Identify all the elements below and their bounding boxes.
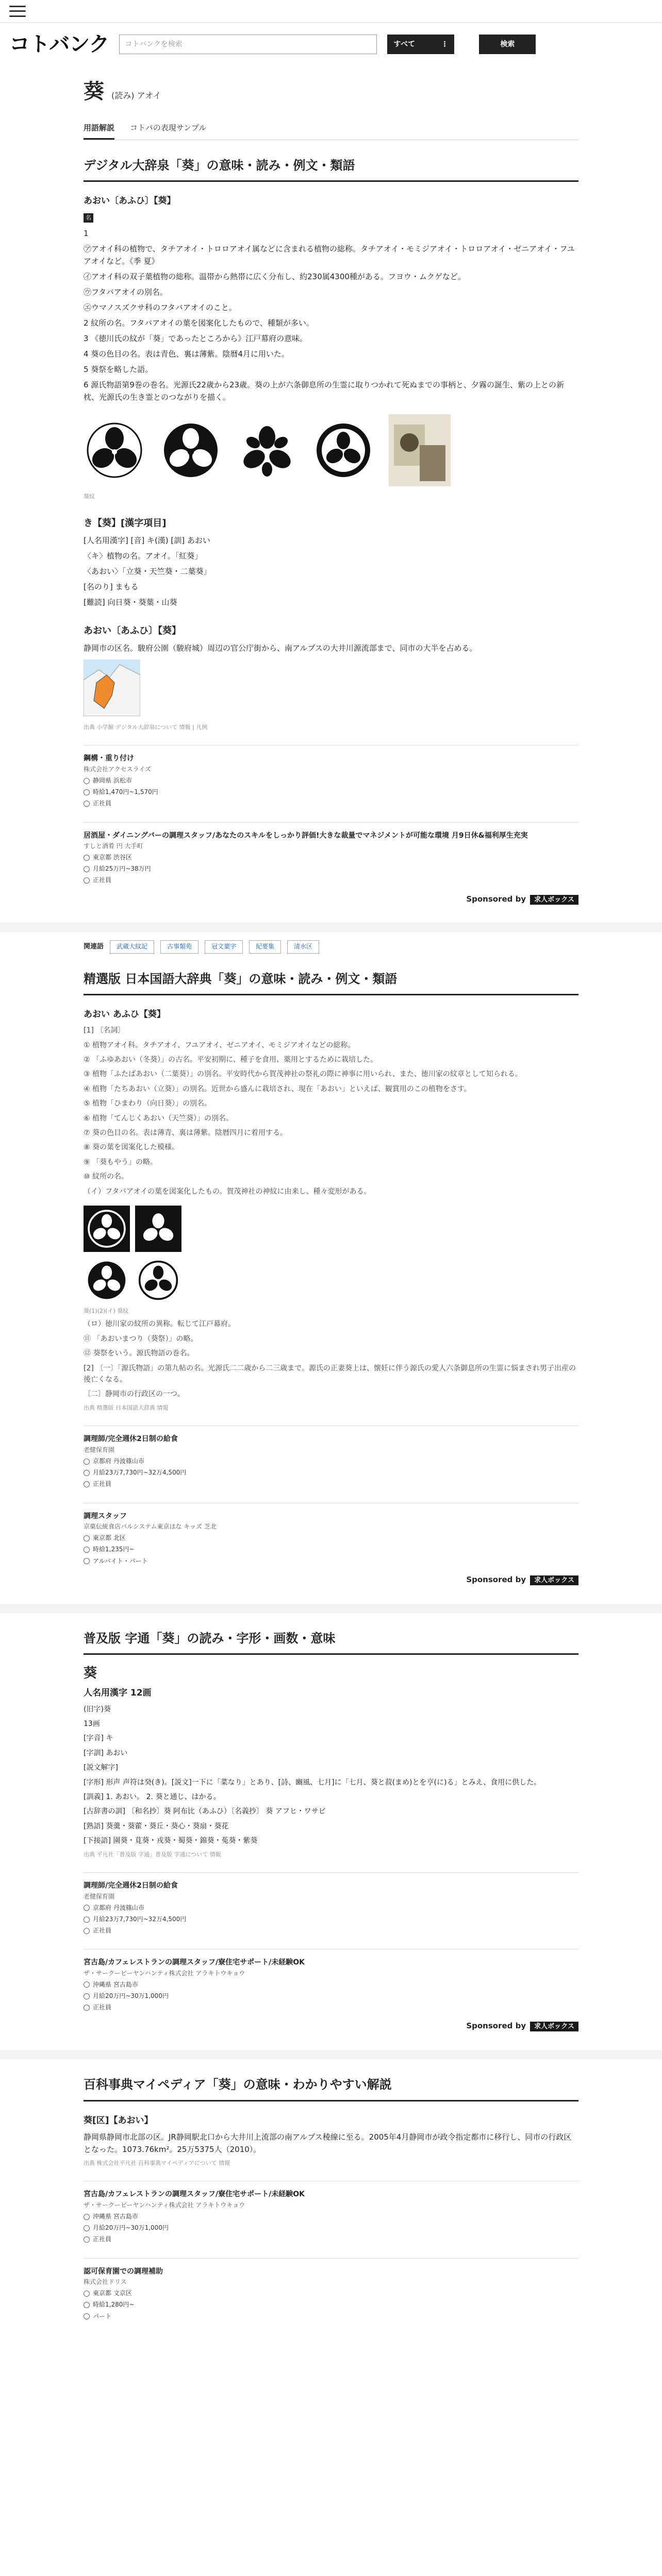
job-ad-title: 調理師/完全週休2日制の給食	[84, 1882, 178, 1890]
definition-line: (旧字)葵	[84, 1705, 111, 1714]
sponsor-label	[84, 2020, 578, 2032]
crest-image[interactable]	[312, 412, 374, 489]
related-tag[interactable]: 武蔵大紋記	[110, 940, 154, 953]
definition-line: ⑥ 植物「てんじくあおい（天竺葵）」の別名。	[84, 1114, 233, 1123]
crest-gallery	[84, 1206, 578, 1252]
definition-line: [古辞書の訓] 〔和名抄〕葵 阿布比（あふひ）〔名義抄〕 葵 アフヒ・ワサビ	[84, 1807, 326, 1816]
crest-gallery	[84, 412, 578, 489]
definition-line: ⑦ 葵の色目の名。表は薄青、裏は薄紫。陰暦四月に着用する。	[84, 1128, 287, 1137]
job-ad-company: 老健保育園	[84, 1892, 115, 1900]
job-ad-detail-text: 静岡県 浜松市	[93, 776, 132, 784]
section-title-mypedia: 百科事典マイペディア「葵」の意味・わかりやすい解説	[84, 2075, 578, 2101]
entry-heading: あおい〔あふひ〕【葵】	[84, 196, 176, 207]
job-ad-card[interactable]	[84, 1872, 578, 1936]
source-caption: 出典 株式会社平凡社 百科事典マイペディアについて 情報	[84, 2159, 230, 2166]
job-ad-detail-text: 月給23万7,730円~32万4,500円	[93, 1469, 187, 1477]
definition-line: [訓義] 1. あおい。 2. 葵と通じ、はかる。	[84, 1793, 221, 1802]
job-ad-detail	[84, 1468, 578, 1478]
sponsor-logo[interactable]: 求人ボックス	[530, 1575, 578, 1585]
mypedia-text: 静岡県静岡市北部の区。JR静岡駅北口から大井川上流部の南アルプス稜線に至る。2005年4月静岡市が政令指定都市に移行し、同市の行政区となった。1073.76km²。25万5375人（2010）。	[84, 2132, 572, 2154]
definition-line: ㋐アオイ科の植物で、タチアオイ・トロロアオイ属などに含まれる植物の総称。タチアオイ・モミジアオイ・トロロアオイ・ゼニアオイ・フユアオイなど。《季 夏》	[84, 244, 575, 266]
definition-line: ⑪ 「あおいまつり（葵祭）」の略。	[84, 1334, 198, 1343]
job-ad-title: 宮古島/カフェレストランの調理スタッフ/寮住宅サポート/未経験OK	[84, 1958, 305, 1967]
info-icon	[84, 1928, 90, 1934]
job-ad-detail	[84, 2234, 578, 2244]
job-ad-detail-text: 正社員	[93, 800, 112, 807]
search-input[interactable]: コトバンクを検索	[119, 35, 377, 54]
job-ad-company: 京菓伝統食店パルシステム東京ほな キッズ 芝北	[84, 1522, 217, 1530]
source-caption: 出典 平凡社「普及版 字通」普及版 字通について 情報	[84, 1851, 221, 1858]
place-heading: あおい〔あふひ〕【葵】	[84, 625, 181, 636]
ward-map[interactable]	[84, 659, 578, 720]
site-logo[interactable]: コトバンク	[9, 32, 109, 56]
kanji-info	[84, 534, 578, 608]
job-ads	[84, 1872, 578, 2012]
definition-line: ① 植物アオイ科。タチアオイ、フユアオイ、ゼニアオイ、モミジアオイなどの総称。	[84, 1041, 355, 1049]
info-icon	[84, 1981, 90, 1988]
job-ad-title: 調理師/完全週休2日制の給食	[84, 1435, 178, 1444]
tab-samples[interactable]: コトバの表現サンプル	[130, 123, 207, 132]
job-ad-card[interactable]	[84, 2181, 578, 2244]
kanji-char: 葵	[84, 1665, 97, 1681]
definition-line: 3 《徳川氏の紋が「葵」であったところから》江戸幕府の意味。	[84, 333, 308, 343]
source-caption: 出典 精選版 日本国語大辞典 情報	[84, 1404, 169, 1411]
job-ad-detail-text: 月給20万円~30万1,000円	[93, 2224, 169, 2232]
related-tag[interactable]: 古事類苑	[160, 940, 198, 953]
crest-image[interactable]	[135, 1257, 181, 1303]
info-icon	[84, 1459, 90, 1465]
definition-line: [人名用漢字] [音] キ(漢) [訓] あおい	[84, 535, 210, 545]
definition-line: ㋓ウマノスズクサ科のフタバアオイのこと。	[84, 302, 237, 312]
info-icon	[84, 778, 90, 784]
definition-list-tail	[84, 1318, 578, 1400]
job-ad-detail	[84, 1991, 578, 2001]
job-ad-detail	[84, 2212, 578, 2222]
info-icon	[84, 1917, 90, 1923]
definition-line: ④ 植物「たちあおい（立葵）」の別名。近世から盛んに栽培され、現在「あおい」といえば、観賞用のこの植物をさす。	[84, 1084, 471, 1093]
main-content	[0, 75, 662, 2321]
job-ad-company: ザ・サークービーヤンハンティ株式会社 アラキトウキョウ	[84, 2201, 245, 2209]
job-ad-detail	[84, 1545, 578, 1554]
job-ad-detail	[84, 2003, 578, 2012]
job-ads	[84, 1426, 578, 1566]
job-ad-detail	[84, 1980, 578, 1990]
job-ad-detail-text: 京都府 丹波篠山市	[93, 1458, 144, 1465]
kanji-details	[84, 1704, 578, 1847]
crest-image[interactable]	[84, 1257, 130, 1303]
definition-line: ② 「ふゆあおい（冬葵）」の古名。平安初期に、種子を食用、薬用とするために栽培した。	[84, 1055, 377, 1064]
job-ad-detail	[84, 1914, 578, 1924]
job-ad-detail-text: アルバイト・パート	[93, 1557, 148, 1565]
crest-caption: 葵紋	[84, 493, 95, 500]
definition-line: [字形] 形声 声符は癸(き)。[説文]一下に「菜なり」とあり、[詩、豳風、七月]に「七月、葵と菽(まめ)とを亨(に)る」とみえ、食用に供した。	[84, 1778, 541, 1787]
job-ad-title: 認可保育園での調理補助	[84, 2267, 163, 2276]
definition-line: [2] 〔一〕「源氏物語」の第九帖の名。光源氏二二歳から二三歳まで。源氏の正妻葵上は、懐妊に伴う源氏の愛人六条御息所の生霊に悩まされ男子出産の後亡くなる。	[84, 1364, 576, 1384]
definition-line: ⑧ 葵の葉を図案化した模様。	[84, 1143, 179, 1152]
info-icon	[84, 2313, 90, 2319]
job-ad-card[interactable]	[84, 822, 578, 886]
job-ad-detail-text: 正社員	[93, 1927, 112, 1935]
entry-heading: あおい あふひ【葵】	[84, 1009, 166, 1020]
crest-image[interactable]	[84, 1206, 130, 1252]
kanji-heading: き【葵】[漢字項目]	[84, 518, 167, 529]
job-ad-company: すしと酒肴 円 大手町	[84, 842, 143, 850]
definition-line: 5 葵祭を略した語。	[84, 364, 153, 374]
job-ad-title: 宮古島/カフェレストランの調理スタッフ/寮住宅サポート/未経験OK	[84, 2190, 305, 2199]
definition-line: 〔二〕静岡市の行政区の一つ。	[84, 1390, 185, 1399]
definition-line: ⑤ 植物「ひまわり（向日葵）」の別名。	[84, 1099, 211, 1108]
definition-line: [字訓] あおい	[84, 1749, 128, 1757]
crest-gallery	[84, 1257, 578, 1303]
info-icon	[84, 1470, 90, 1476]
category-select-label: すべて	[393, 40, 416, 48]
job-ad-card[interactable]	[84, 745, 578, 808]
info-icon	[84, 2005, 90, 2011]
divider	[0, 923, 662, 932]
definition-line: 1	[84, 228, 89, 238]
sponsor-label	[84, 1573, 578, 1586]
definition-line: [説文解字]	[84, 1764, 118, 1772]
headword: 葵	[84, 80, 104, 104]
crest-image[interactable]	[135, 1206, 181, 1252]
chevron-down-icon: ⋮	[441, 40, 449, 48]
definition-line: 4 葵の色目の名。表は青色、裏は薄紫。陰暦4月に用いた。	[84, 349, 289, 359]
job-ads	[84, 2181, 578, 2321]
definition-line: 2 紋所の名。フタバアオイの葉を図案化したもので、種類が多い。	[84, 318, 314, 328]
definition-line: ③ 植物「ふたばあおい（二葉葵）」の別名。平安時代から賀茂神社の祭礼の際に神事に用いられ、また、徳川家の紋章として知られる。	[84, 1070, 522, 1079]
divider	[0, 1604, 662, 1613]
info-icon	[84, 877, 90, 884]
job-ad-detail	[84, 1556, 578, 1566]
job-ad-detail-text: 月給25万円~38万円	[93, 865, 151, 873]
section-title-daijisen: デジタル大辞泉「葵」の意味・読み・例文・類語	[84, 156, 578, 182]
definition-line: 6 源氏物語第9巻の巻名。光源氏22歳から23歳。葵の上が六条御息所の生霊に取りつかれて死ぬまでの事柄と、夕霧の誕生、紫の上との新枕、光源氏の生き霊とのつながりを描く。	[84, 380, 565, 402]
job-ad-detail-text: 東京都 渋谷区	[93, 854, 132, 861]
job-ad-card[interactable]	[84, 1426, 578, 1489]
job-ad-title: 居酒屋・ダイニングバーの調理スタッフ/あなたのスキルをしっかり評価!大きな裁量でマネジメントが可能な環境 月9日休&福利厚生充実	[84, 831, 528, 840]
job-ad-detail	[84, 2300, 578, 2310]
job-ad-detail-text: 沖縄県 宮古島市	[93, 2213, 138, 2220]
crest-image[interactable]	[84, 412, 145, 489]
job-ad-detail-text: 月給20万円~30万1,000円	[93, 1992, 169, 2000]
job-ad-detail-text: パート	[93, 2312, 112, 2320]
crest-caption: 葵(1)(2)(イ) 葵紋	[84, 1307, 129, 1314]
definition-list	[84, 1025, 578, 1197]
sponsor-text: Sponsored by	[466, 894, 526, 904]
job-ad-detail	[84, 2312, 578, 2321]
info-icon	[84, 855, 90, 861]
menu-icon[interactable]	[9, 6, 26, 17]
job-ad-detail-text: 月給23万7,730円~32万4,500円	[93, 1915, 187, 1923]
info-icon	[84, 1993, 90, 1999]
job-ad-company: 株式会社アクセスライズ	[84, 765, 152, 773]
related-label: 関連語	[84, 942, 104, 951]
definition-line: ㋑アオイ科の双子葉植物の総称。温帯から熱帯に広く分布し、約230属4300種がある。フヨウ・ムクゲなど。	[84, 272, 466, 281]
job-ad-detail-text: 時給1,470円~1,570円	[93, 788, 158, 796]
definition-line: [難読] 向日葵・葵葉・山葵	[84, 597, 177, 607]
related-tag[interactable]: 冠文葉字	[205, 940, 243, 953]
search-bar	[0, 23, 662, 66]
definition-line: [下接語] 園葵・莧葵・戎葵・蜀葵・錦葵・菟葵・紫葵	[84, 1837, 258, 1845]
job-ad-card[interactable]	[84, 1503, 578, 1566]
sponsor-logo[interactable]: 求人ボックス	[530, 2022, 578, 2031]
sponsor-text: Sponsored by	[466, 2021, 526, 2031]
info-icon	[84, 2214, 90, 2220]
job-ad-company: ザ・サークービーヤンハンティ株式会社 アラキトウキョウ	[84, 1969, 245, 1977]
job-ad-detail-text: 沖縄県 宮古島市	[93, 1980, 138, 1988]
info-icon	[84, 2302, 90, 2308]
job-ad-detail	[84, 1926, 578, 1936]
job-ad-detail	[84, 853, 578, 862]
job-ad-detail	[84, 787, 578, 797]
job-ad-detail-text: 正社員	[93, 1480, 112, 1488]
tab-bar	[84, 122, 578, 140]
definition-line: ㋒フタバアオイの別名。	[84, 287, 168, 297]
section-title-kokugo: 精選版 日本国語大辞典「葵」の意味・読み・例文・類語	[84, 969, 578, 995]
place-text: 静岡市の区名。駿府公園（駿府城）周辺の官公庁街から、南アルプスの大井川源流部まで、同市の大半を占める。	[84, 643, 477, 653]
info-icon	[84, 1481, 90, 1487]
job-ad-detail	[84, 776, 578, 786]
info-icon	[84, 1558, 90, 1564]
definition-line: [1] 〔名詞〕	[84, 1026, 125, 1035]
info-icon	[84, 2236, 90, 2243]
divider	[0, 2050, 662, 2059]
search-button[interactable]: 検索	[479, 35, 536, 54]
job-ad-card[interactable]	[84, 1949, 578, 2012]
info-icon	[84, 789, 90, 795]
category-select[interactable]	[387, 35, 454, 54]
info-icon	[84, 1547, 90, 1553]
definition-line: ⑨ 「葵もやう」の略。	[84, 1158, 158, 1166]
job-ad-title: 鋼構・重り付け	[84, 754, 134, 763]
sponsor-text: Sponsored by	[466, 1574, 526, 1584]
headword-reading: (読み) アオイ	[111, 91, 161, 100]
job-ad-detail	[84, 1479, 578, 1489]
job-ad-detail-text: 東京都 北区	[93, 1534, 126, 1542]
crest-image[interactable]	[160, 412, 222, 489]
crest-image[interactable]	[236, 412, 298, 489]
definition-line: ⑩ 紋所の名。	[84, 1173, 129, 1181]
entry-heading: 葵[区]【あおい】	[84, 2115, 153, 2126]
job-ad-detail-text: 正社員	[93, 2235, 112, 2243]
info-icon	[84, 1535, 90, 1541]
job-ad-detail	[84, 875, 578, 885]
definition-line: （ロ）徳川家の紋所の異称。転じて江戸幕府。	[84, 1320, 235, 1329]
related-tag[interactable]: 清水区	[287, 940, 319, 953]
sponsor-logo[interactable]: 求人ボックス	[530, 895, 578, 905]
job-ad-detail-text: 京都府 丹波篠山市	[93, 1904, 144, 1911]
definition-line: 〈キ〉植物の名。アオイ。「紅葵」	[84, 551, 203, 561]
job-ad-detail-text: 東京都 文京区	[93, 2290, 132, 2297]
tab-explanation[interactable]: 用語解説	[84, 122, 114, 140]
job-ad-title: 調理スタッフ	[84, 1512, 127, 1520]
crest-photo[interactable]	[389, 412, 451, 489]
top-bar	[0, 0, 662, 23]
definition-line: 13画	[84, 1720, 100, 1728]
definition-line: [名のり] まもる	[84, 582, 139, 591]
job-ad-detail	[84, 1533, 578, 1543]
definition-line: [字音] キ	[84, 1734, 113, 1743]
job-ad-company: 老健保育園	[84, 1446, 115, 1453]
job-ad-detail	[84, 2289, 578, 2298]
definition-line: （イ）フタバアオイの葉を図案化したもの。賀茂神社の神紋に由来し、種々変形がある。	[84, 1187, 371, 1196]
job-ad-detail	[84, 799, 578, 808]
definition-list	[84, 227, 578, 403]
job-ad-detail	[84, 2223, 578, 2233]
info-icon	[84, 801, 90, 807]
info-icon	[84, 2291, 90, 2297]
job-ad-detail	[84, 1903, 578, 1913]
info-icon	[84, 1905, 90, 1911]
job-ad-detail-text: 時給1,235円~	[93, 1546, 135, 1553]
job-ad-card[interactable]	[84, 2258, 578, 2321]
kanji-meta: 人名用漢字 12画	[84, 1688, 152, 1699]
job-ad-detail	[84, 864, 578, 874]
job-ad-detail-text: 正社員	[93, 2004, 112, 2011]
pos-badge: 名	[84, 213, 93, 223]
sponsor-label	[84, 893, 578, 906]
definition-line: 〈あおい〉「立葵・天竺葵・二葉葵」	[84, 566, 211, 576]
related-tag[interactable]: 紀要集	[249, 940, 281, 953]
definition-line: ⑫ 葵祭をいう。源氏物語の巻名。	[84, 1349, 194, 1358]
job-ad-company: 株式会社ドリス	[84, 2278, 127, 2285]
job-ad-detail	[84, 1456, 578, 1466]
related-words	[84, 940, 578, 953]
definition-line: [熟語] 葵羹・葵藿・葵丘・葵心・葵扇・葵花	[84, 1822, 229, 1831]
job-ad-detail-text: 時給1,280円~	[93, 2301, 135, 2309]
job-ads	[84, 745, 578, 885]
map-caption: 出典 小学館 デジタル大辞泉について 情報 | 凡例	[84, 723, 208, 731]
info-icon	[84, 866, 90, 872]
section-title-jitsu: 普及版 字通「葵」の読み・字形・画数・意味	[84, 1629, 578, 1655]
page-title	[84, 75, 578, 108]
info-icon	[84, 2225, 90, 2231]
job-ad-detail-text: 正社員	[93, 876, 112, 884]
